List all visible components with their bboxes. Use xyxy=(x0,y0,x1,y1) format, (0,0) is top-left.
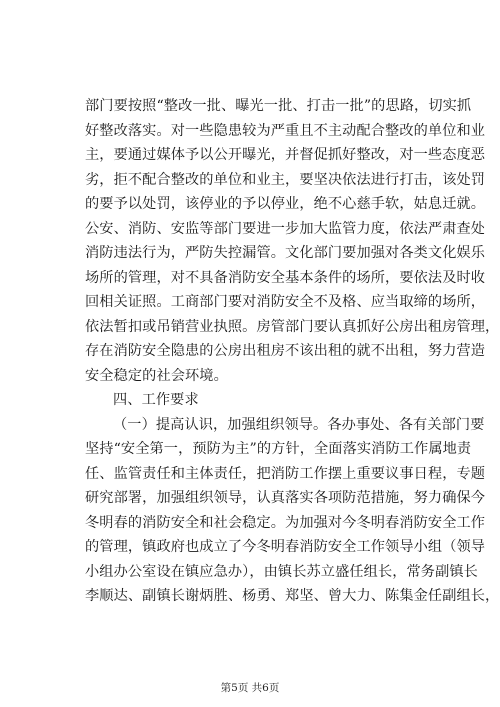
text-line: 的要予以处罚，该停业的予以停业，绝不心慈手软，姑息迁就。 xyxy=(85,196,486,212)
text-line: 回相关证照。工商部门要对消防安全不及格、应当取缔的场所， xyxy=(85,294,486,310)
page-number: 第5页 共6页 xyxy=(220,682,280,694)
text-line: 冬明春的消防安全和社会稳定。为加强对今冬明春消防安全工作 xyxy=(85,514,486,531)
text-line: 主，要通过媒体予以公开曝光，并督促抓好整改，对一些态度恶 xyxy=(85,147,486,163)
text-line: 的管理，镇政府也成立了今冬明春消防安全工作领导小组（领导 xyxy=(85,539,486,555)
text-line: 依法暂扣或吊销营业执照。房管部门要认真抓好公房出租房管理， xyxy=(85,318,500,335)
text-line: 安全稳定的社会环境。 xyxy=(85,367,228,384)
text-line: 好整改落实。对一些隐患较为严重且不主动配合整改的单位和业 xyxy=(85,122,486,139)
text-line: 部门要按照“整改一批、曝光一批、打击一批”的思路，切实抓 xyxy=(85,98,472,114)
text-line: 劣，拒不配合整改的单位和业主，要坚决依法进行打击，该处罚 xyxy=(85,171,486,188)
text-line: 消防违法行为，严防失控漏管。文化部门要加强对各类文化娱乐 xyxy=(85,245,486,261)
text-line: 场所的管理，对不具备消防安全基本条件的场所，要依法及时收 xyxy=(85,269,486,286)
page-footer xyxy=(0,680,500,695)
text-line: 公安、消防、安监等部门要进一步加大监管力度，依法严肃查处 xyxy=(85,220,486,237)
text-line: 坚持“安全第一，预防为主”的方针，全面落实消防工作属地责 xyxy=(85,441,472,457)
document-body xyxy=(85,94,500,609)
text-line: 任、监管责任和主体责任，把消防工作摆上重要议事日程，专题 xyxy=(85,465,486,482)
text-line: 研究部署，加强组织领导，认真落实各项防范措施，努力确保今 xyxy=(85,490,486,506)
text-line: （一）提高认识，加强组织领导。各办事处、各有关部门要 xyxy=(113,416,485,433)
text-line: 存在消防安全隐患的公房出租房不该出租的就不出租，努力营造 xyxy=(85,343,486,359)
section-heading: 四、工作要求 xyxy=(113,392,199,408)
text-line: 李顺达、副镇长谢炳胜、杨勇、郑坚、曾大力、陈集金任副组长， xyxy=(85,588,500,604)
text-line: 小组办公室设在镇应急办），由镇长苏立盛任组长，常务副镇长 xyxy=(85,563,478,580)
